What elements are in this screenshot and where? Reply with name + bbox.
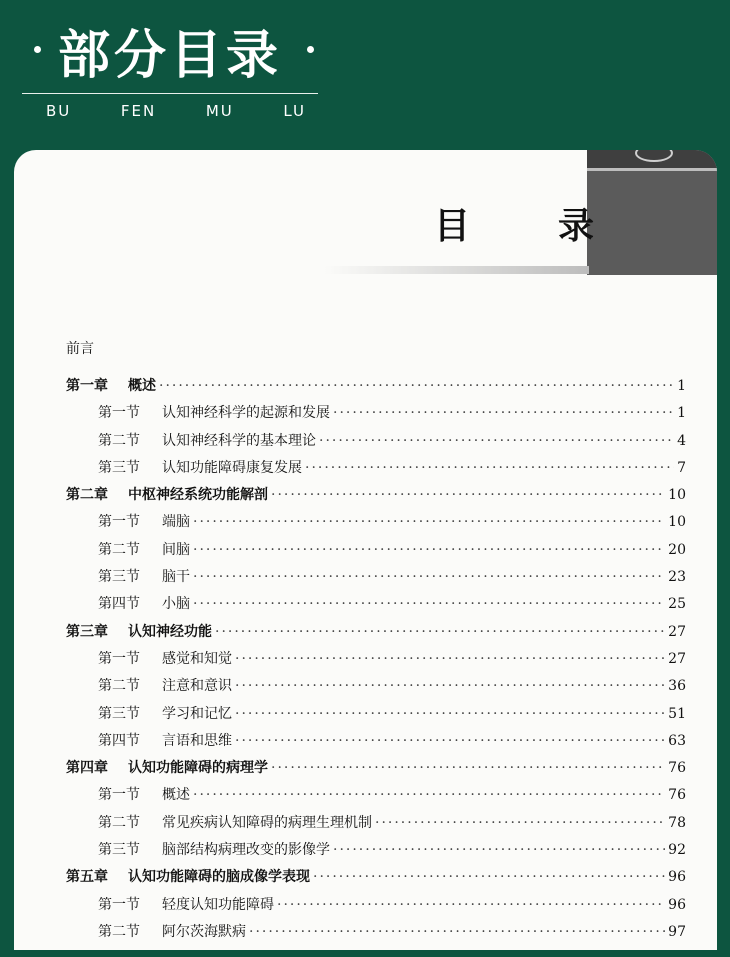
toc-leader-dots	[193, 537, 665, 564]
toc-leader-dots	[277, 892, 665, 919]
corner-line	[587, 168, 717, 171]
toc-number: 第三节	[98, 842, 140, 859]
toc-title: 常见疾病认知障碍的病理生理机制	[162, 814, 372, 831]
toc-title: 认知神经功能	[128, 623, 212, 640]
toc-number: 第二章	[66, 487, 108, 504]
toc-title: 认知功能障碍的脑成像学表现	[128, 869, 310, 886]
toc-section-row	[66, 810, 686, 837]
title-underline	[324, 266, 589, 274]
toc-section-row	[66, 728, 686, 755]
toc-page-number: 27	[668, 623, 686, 640]
toc-number: 第四节	[98, 596, 140, 613]
toc-page-number: 7	[677, 459, 686, 476]
toc-section-row	[66, 428, 686, 455]
toc-number: 第四章	[66, 760, 108, 777]
table-of-contents	[66, 338, 686, 946]
toc-number: 第一节	[98, 514, 140, 531]
toc-title: 脑部结构病理改变的影像学	[162, 842, 330, 859]
toc-number: 第一节	[98, 896, 140, 913]
toc-leader-dots	[271, 755, 665, 782]
toc-title: 认知功能障碍的病理学	[128, 760, 268, 777]
toc-leader-dots	[249, 919, 665, 946]
banner-title: 部分目录	[57, 25, 282, 86]
toc-number: 第一节	[98, 650, 140, 667]
toc-number: 第二节	[98, 541, 140, 558]
pinyin-syllable: BU	[46, 102, 72, 120]
toc-title: 小脑	[162, 596, 190, 613]
page-title-char: 录	[557, 205, 594, 247]
toc-section-row	[66, 509, 686, 536]
toc-section-row	[66, 673, 686, 700]
toc-title: 概述	[128, 378, 156, 394]
toc-page-number: 10	[668, 514, 686, 531]
toc-section-row	[66, 646, 686, 673]
toc-number: 第三节	[98, 569, 140, 586]
toc-leader-dots	[305, 455, 674, 482]
toc-leader-dots	[333, 400, 674, 427]
pinyin-syllable: MU	[205, 102, 234, 120]
toc-leader-dots	[333, 837, 665, 864]
toc-number: 第二节	[98, 814, 140, 831]
toc-title: 概述	[162, 787, 190, 804]
toc-title: 间脑	[162, 541, 190, 558]
toc-page-number: 10	[668, 487, 686, 504]
header-banner	[0, 0, 730, 150]
banner-pinyin	[46, 102, 306, 120]
toc-leader-dots	[193, 591, 665, 618]
toc-section-row	[66, 400, 686, 427]
toc-page-number: 4	[677, 432, 686, 449]
toc-number: 第三节	[98, 705, 140, 722]
toc-leader-dots	[159, 373, 674, 400]
toc-chapter-row	[66, 373, 686, 400]
toc-page-number: 78	[668, 814, 686, 831]
toc-page-number: 1	[677, 405, 686, 422]
toc-title: 端脑	[162, 514, 190, 531]
preface-entry: 前言	[66, 341, 94, 357]
toc-section-row	[66, 892, 686, 919]
toc-leader-dots	[193, 782, 665, 809]
toc-section-row	[66, 564, 686, 591]
toc-number: 第二节	[98, 432, 140, 449]
right-dot	[307, 46, 314, 53]
toc-page-number: 20	[668, 541, 686, 558]
toc-page-number: 36	[668, 678, 686, 695]
toc-number: 第一节	[98, 787, 140, 804]
toc-title: 认知功能障碍康复发展	[162, 459, 302, 476]
toc-number: 第二节	[98, 923, 140, 940]
toc-page-number: 76	[668, 787, 686, 804]
contents-page	[14, 150, 717, 950]
toc-page-number: 96	[668, 869, 686, 886]
toc-leader-dots	[319, 428, 674, 455]
pinyin-syllable: FEN	[120, 102, 157, 120]
pinyin-syllable: LU	[283, 102, 306, 120]
toc-title: 言语和思维	[162, 732, 232, 749]
toc-title: 脑干	[162, 569, 190, 586]
toc-leader-dots	[193, 564, 665, 591]
toc-number: 第四节	[98, 732, 140, 749]
toc-section-row	[66, 782, 686, 809]
toc-leader-dots	[375, 810, 665, 837]
toc-title: 认知神经科学的基本理论	[162, 432, 316, 449]
toc-page-number: 63	[668, 732, 686, 749]
toc-section-row	[66, 919, 686, 946]
toc-page-number: 23	[668, 569, 686, 586]
toc-section-row	[66, 455, 686, 482]
toc-number: 第三章	[66, 623, 108, 640]
toc-leader-dots	[215, 619, 665, 646]
toc-section-row	[66, 591, 686, 618]
toc-page-number: 92	[668, 842, 686, 859]
toc-page-number: 27	[668, 650, 686, 667]
toc-chapter-row	[66, 755, 686, 782]
toc-page-number: 76	[668, 760, 686, 777]
toc-leader-dots	[235, 728, 665, 755]
toc-leader-dots	[271, 482, 665, 509]
toc-number: 第三节	[98, 459, 140, 476]
toc-title: 认知神经科学的起源和发展	[162, 405, 330, 422]
toc-title: 注意和意识	[162, 678, 232, 695]
toc-leader-dots	[193, 509, 665, 536]
divider	[22, 93, 318, 94]
toc-page-number: 25	[668, 596, 686, 613]
toc-chapter-row	[66, 482, 686, 509]
toc-page-number: 51	[668, 705, 686, 722]
page-title-char: 目	[434, 205, 471, 247]
toc-section-row	[66, 837, 686, 864]
toc-number: 第一章	[66, 378, 108, 394]
toc-number: 第五章	[66, 869, 108, 886]
toc-number: 第二节	[98, 678, 140, 695]
toc-leader-dots	[235, 646, 665, 673]
toc-number: 第一节	[98, 405, 140, 422]
toc-chapter-row	[66, 619, 686, 646]
toc-leader-dots	[235, 701, 665, 728]
toc-title: 感觉和知觉	[162, 650, 232, 667]
toc-leader-dots	[235, 673, 665, 700]
toc-chapter-row	[66, 864, 686, 891]
page-title	[434, 198, 594, 249]
toc-page-number: 96	[668, 896, 686, 913]
toc-title: 阿尔茨海默病	[162, 923, 246, 940]
toc-title: 轻度认知功能障碍	[162, 896, 274, 913]
toc-title: 学习和记忆	[162, 705, 232, 722]
toc-page-number: 1	[677, 378, 686, 394]
toc-leader-dots	[313, 864, 665, 891]
toc-section-row	[66, 537, 686, 564]
toc-list	[66, 373, 686, 946]
toc-section-row	[66, 701, 686, 728]
toc-title: 中枢神经系统功能解剖	[128, 487, 268, 504]
toc-page-number: 97	[668, 923, 686, 940]
